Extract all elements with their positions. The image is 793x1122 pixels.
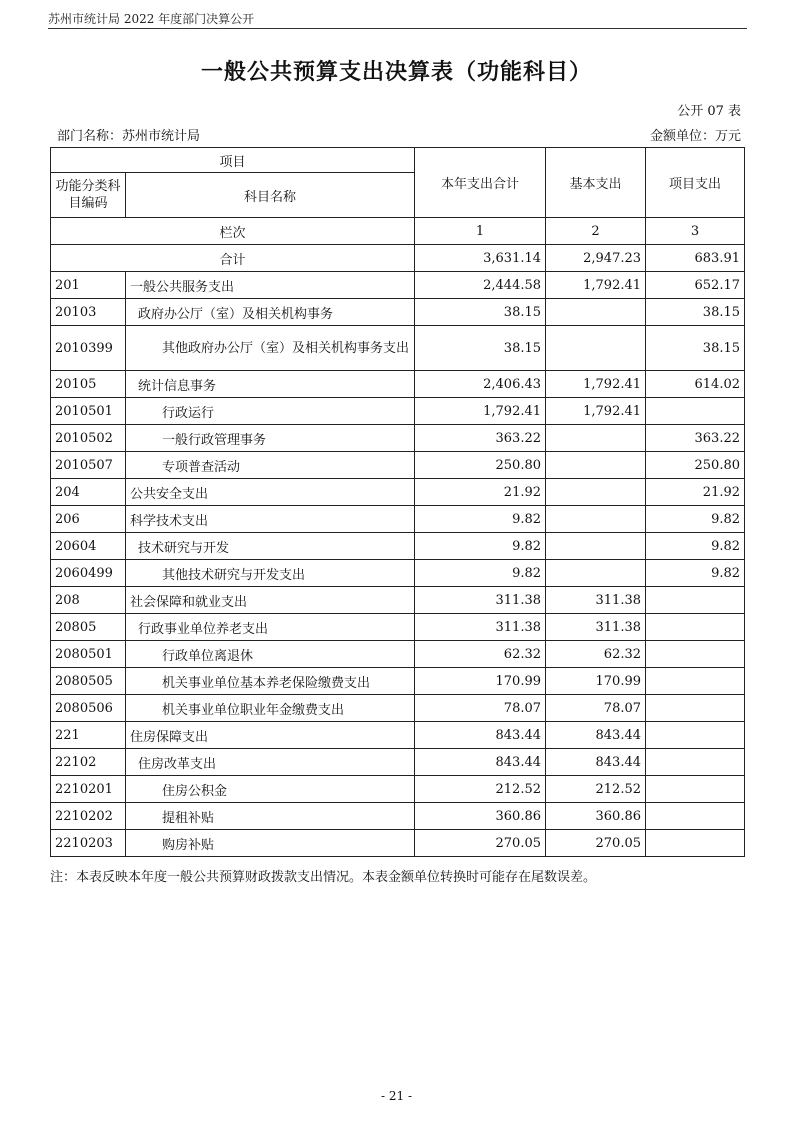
total-amount: 9.82	[415, 560, 546, 587]
table-row	[51, 641, 745, 668]
basic-amount	[546, 452, 646, 479]
subject-name: 一般公共服务支出	[126, 272, 415, 299]
subject-name: 一般行政管理事务	[126, 425, 415, 452]
subject-name: 统计信息事务	[126, 371, 415, 398]
item-header: 项目	[51, 148, 415, 173]
subject-name: 其他政府办公厅（室）及相关机构事务支出	[126, 326, 415, 371]
subject-code: 208	[51, 587, 126, 614]
table-row	[51, 668, 745, 695]
subject-name: 技术研究与开发	[126, 533, 415, 560]
subject-code: 20103	[51, 299, 126, 326]
table-row	[51, 533, 745, 560]
running-header: 苏州市统计局 2022 年度部门决算公开	[48, 12, 255, 26]
subject-code: 2080501	[51, 641, 126, 668]
table-row	[51, 506, 745, 533]
total-amount: 212.52	[415, 776, 546, 803]
table-row	[51, 398, 745, 425]
basic-amount: 78.07	[546, 695, 646, 722]
subject-code: 2010501	[51, 398, 126, 425]
total-amount: 9.82	[415, 506, 546, 533]
department-name: 部门名称：苏州市统计局	[57, 129, 201, 144]
project-amount: 9.82	[646, 533, 745, 560]
subject-code: 20805	[51, 614, 126, 641]
project-amount: 9.82	[646, 560, 745, 587]
project-amount	[646, 803, 745, 830]
total-amount: 2,406.43	[415, 371, 546, 398]
basic-amount	[546, 479, 646, 506]
basic-amount: 311.38	[546, 587, 646, 614]
subject-code: 2060499	[51, 560, 126, 587]
subject-name: 提租补贴	[126, 803, 415, 830]
subject-code: 20105	[51, 371, 126, 398]
total-sum: 3,631.14	[415, 245, 546, 272]
project-amount	[646, 587, 745, 614]
subject-code: 204	[51, 479, 126, 506]
subject-name: 购房补贴	[126, 830, 415, 857]
subject-code: 201	[51, 272, 126, 299]
total-amount: 250.80	[415, 452, 546, 479]
basic-amount	[546, 425, 646, 452]
basic-amount: 843.44	[546, 749, 646, 776]
basic-amount: 843.44	[546, 722, 646, 749]
subject-code: 2210203	[51, 830, 126, 857]
table-row	[51, 803, 745, 830]
total-amount: 62.32	[415, 641, 546, 668]
project-amount	[646, 641, 745, 668]
subject-name: 机关事业单位基本养老保险缴费支出	[126, 668, 415, 695]
project-amount	[646, 830, 745, 857]
basic-amount: 270.05	[546, 830, 646, 857]
table-row	[51, 479, 745, 506]
table-code: 公开 07 表	[677, 104, 741, 119]
header-rule	[48, 28, 747, 29]
table-row	[51, 272, 745, 299]
rank-row	[51, 218, 745, 245]
project-amount	[646, 722, 745, 749]
subject-code: 221	[51, 722, 126, 749]
table-row	[51, 452, 745, 479]
basic-amount	[546, 299, 646, 326]
subject-name: 其他技术研究与开发支出	[126, 560, 415, 587]
subject-name: 行政单位离退休	[126, 641, 415, 668]
total-amount: 843.44	[415, 722, 546, 749]
project-amount: 652.17	[646, 272, 745, 299]
subject-code: 2010507	[51, 452, 126, 479]
subject-code: 2080506	[51, 695, 126, 722]
subject-name: 政府办公厅（室）及相关机构事务	[126, 299, 415, 326]
rank-2: 2	[546, 218, 646, 245]
project-header: 项目支出	[646, 148, 745, 218]
total-amount: 360.86	[415, 803, 546, 830]
total-amount: 38.15	[415, 326, 546, 371]
project-amount	[646, 776, 745, 803]
table-row	[51, 695, 745, 722]
page-title: 一般公共预算支出决算表（功能科目）	[200, 60, 592, 85]
project-amount: 9.82	[646, 506, 745, 533]
basic-amount: 1,792.41	[546, 371, 646, 398]
subject-name: 专项普查活动	[126, 452, 415, 479]
subject-code: 2080505	[51, 668, 126, 695]
basic-amount	[546, 506, 646, 533]
subject-name: 科学技术支出	[126, 506, 415, 533]
total-project: 683.91	[646, 245, 745, 272]
total-amount: 78.07	[415, 695, 546, 722]
table-row	[51, 425, 745, 452]
subject-code: 20604	[51, 533, 126, 560]
table-row	[51, 614, 745, 641]
subject-name: 住房保障支出	[126, 722, 415, 749]
rank-3: 3	[646, 218, 745, 245]
rank-1: 1	[415, 218, 546, 245]
total-amount: 363.22	[415, 425, 546, 452]
basic-amount: 1,792.41	[546, 272, 646, 299]
project-amount	[646, 614, 745, 641]
subject-code: 206	[51, 506, 126, 533]
subject-code: 22102	[51, 749, 126, 776]
subject-name: 公共安全支出	[126, 479, 415, 506]
basic-amount	[546, 560, 646, 587]
project-amount: 250.80	[646, 452, 745, 479]
total-amount: 9.82	[415, 533, 546, 560]
table-row	[51, 776, 745, 803]
project-amount: 363.22	[646, 425, 745, 452]
total-amount: 311.38	[415, 614, 546, 641]
total-amount: 843.44	[415, 749, 546, 776]
basic-amount: 1,792.41	[546, 398, 646, 425]
total-basic: 2,947.23	[546, 245, 646, 272]
basic-amount	[546, 533, 646, 560]
table-row	[51, 830, 745, 857]
total-amount: 21.92	[415, 479, 546, 506]
total-amount: 1,792.41	[415, 398, 546, 425]
basic-amount: 170.99	[546, 668, 646, 695]
amount-unit: 金额单位：万元	[649, 129, 741, 144]
table-row	[51, 749, 745, 776]
code-header: 功能分类科目编码	[51, 173, 126, 218]
subject-name: 行政运行	[126, 398, 415, 425]
subject-code: 2210201	[51, 776, 126, 803]
project-amount	[646, 668, 745, 695]
budget-table	[50, 147, 745, 857]
subject-name: 住房公积金	[126, 776, 415, 803]
subject-code: 2210202	[51, 803, 126, 830]
total-amount: 2,444.58	[415, 272, 546, 299]
subject-code: 2010399	[51, 326, 126, 371]
basic-header: 基本支出	[546, 148, 646, 218]
table-row	[51, 299, 745, 326]
total-label: 合计	[51, 245, 415, 272]
subject-name: 机关事业单位职业年金缴费支出	[126, 695, 415, 722]
table-row	[51, 722, 745, 749]
total-header: 本年支出合计	[415, 148, 546, 218]
page-number: - 21 -	[380, 1089, 412, 1103]
basic-amount	[546, 326, 646, 371]
rank-label: 栏次	[51, 218, 415, 245]
name-header: 科目名称	[126, 173, 415, 218]
basic-amount: 360.86	[546, 803, 646, 830]
total-amount: 270.05	[415, 830, 546, 857]
project-amount	[646, 695, 745, 722]
project-amount	[646, 749, 745, 776]
project-amount: 38.15	[646, 326, 745, 371]
project-amount: 38.15	[646, 299, 745, 326]
subject-code: 2010502	[51, 425, 126, 452]
project-amount: 21.92	[646, 479, 745, 506]
subject-name: 行政事业单位养老支出	[126, 614, 415, 641]
total-amount: 170.99	[415, 668, 546, 695]
table-row	[51, 371, 745, 398]
project-amount: 614.02	[646, 371, 745, 398]
total-amount: 311.38	[415, 587, 546, 614]
subject-name: 社会保障和就业支出	[126, 587, 415, 614]
basic-amount: 62.32	[546, 641, 646, 668]
project-amount	[646, 398, 745, 425]
header-row	[51, 148, 745, 173]
table-row	[51, 587, 745, 614]
subject-name: 住房改革支出	[126, 749, 415, 776]
basic-amount: 212.52	[546, 776, 646, 803]
basic-amount: 311.38	[546, 614, 646, 641]
table-row	[51, 326, 745, 371]
total-row	[51, 245, 745, 272]
table-row	[51, 560, 745, 587]
table-note: 注：本表反映本年度一般公共预算财政拨款支出情况。本表金额单位转换时可能存在尾数误差。	[50, 870, 597, 885]
total-amount: 38.15	[415, 299, 546, 326]
